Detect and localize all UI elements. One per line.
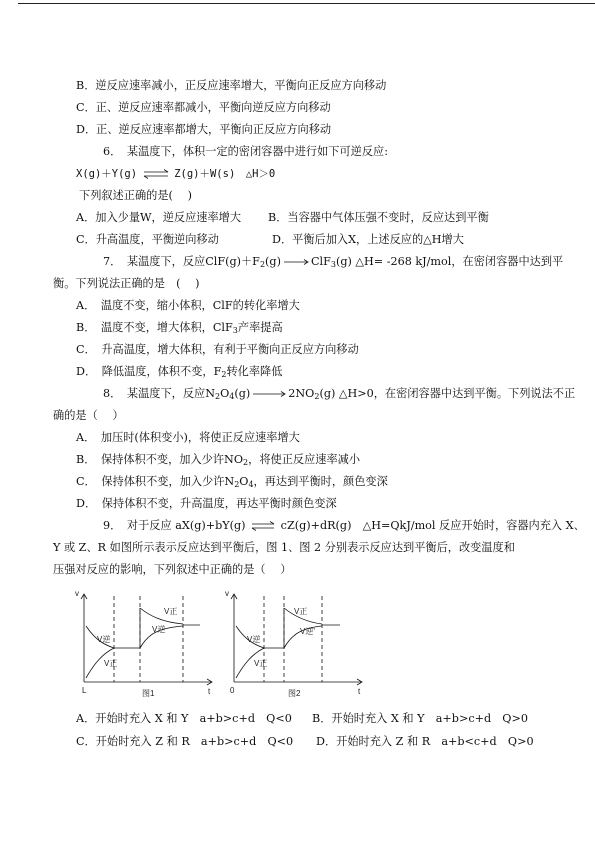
q7-option-d xyxy=(76,365,282,379)
q9-option-d: D．开始时充入 Z 和 R a+b<c+d Q>0 xyxy=(316,735,534,748)
q7-stem-tail: (g) △H= -268 kJ/mol，在密闭容器中达到平 xyxy=(335,255,564,268)
q8-option-c-post: ，再达到平衡时，颜色变深 xyxy=(253,475,388,488)
q8-sub: 4 xyxy=(248,480,254,489)
q7-option-b xyxy=(76,321,283,335)
forward-arrow-icon xyxy=(283,258,309,266)
fig1-reverse-after-label: V逆 xyxy=(152,625,166,634)
q6-stem: 6． 某温度下，体积一定的密闭容器中进行如下可逆反应: xyxy=(103,145,388,158)
q8-sub: 4 xyxy=(229,392,235,401)
fig2-x-label: t xyxy=(358,687,361,696)
q8-sub: 2 xyxy=(243,458,249,467)
q8-option-b-post: ，将使正反应速率减小 xyxy=(248,453,361,466)
q8-option-a: A． 加压时(体积变小)，将使正反应速率增大 xyxy=(76,431,300,444)
q8-stem-o: O xyxy=(220,387,230,400)
q8-stem-right: 2NO xyxy=(288,387,315,400)
q8-stem-line2: 确的是（ ） xyxy=(53,409,124,422)
q7-sub: 2 xyxy=(221,370,227,379)
fig2-forward-before-label: V正 xyxy=(254,659,268,668)
q6-equation-right: Z(g)＋W(s) △H＞0 xyxy=(174,168,276,180)
q9-stem xyxy=(103,519,585,533)
figure-2 xyxy=(222,586,372,698)
q8-stem-tail: (g) △H>0，在密闭容器中达到平衡。下列说法不正 xyxy=(319,387,576,400)
forward-arrow-icon xyxy=(252,390,286,398)
q7-option-d-pre: D． 降低温度，体积不变，F xyxy=(76,365,222,378)
q7-stem xyxy=(103,255,563,269)
q7-option-c: C． 升高温度，增大体积，有利于平衡向正反应方向移动 xyxy=(76,343,359,356)
fig1-x-label: t xyxy=(208,687,211,696)
q8-sub: 2 xyxy=(314,392,320,401)
q5-option-d: D．正、逆反应速率都增大，平衡向正反应方向移动 xyxy=(76,123,332,136)
fig1-reverse-before-label: V逆 xyxy=(97,635,111,644)
q7-sub: 2 xyxy=(259,260,266,269)
q9-stem-line3: 压强对反应的影响，下列叙述中正确的是（ ） xyxy=(53,563,292,576)
q6-equation-left: X(g)＋Y(g) xyxy=(76,168,138,180)
q7-option-b-post: 产率提高 xyxy=(237,321,283,334)
q9-stem-pre: 9． 对于反应 aX(g)+bY(g) xyxy=(103,519,246,532)
q6-equation xyxy=(76,167,275,181)
q7-option-d-post: 转化率降低 xyxy=(226,365,283,378)
fig2-origin-label: 0 xyxy=(230,686,235,695)
q7-option-a: A． 温度不变，缩小体积，ClF的转化率增大 xyxy=(76,299,300,312)
fig2-caption: 图2 xyxy=(288,689,301,698)
fig2-reverse-before-label: V逆 xyxy=(247,635,261,644)
fig1-forward-after-label: V正 xyxy=(164,607,178,616)
q7-stem-line2: 衡。下列说法正确的是 ( ) xyxy=(53,277,200,290)
q5-option-c: C．正、逆反应速率都减小，平衡向逆反应方向移动 xyxy=(76,101,331,114)
q8-option-b-pre: B． 保持体积不变，加入少许NO xyxy=(76,453,244,466)
q6-option-d: D．平衡后加入X，上述反应的△H增大 xyxy=(272,233,464,246)
q7-stem-mid: (g) xyxy=(265,255,281,268)
fig1-forward-before-label: V正 xyxy=(104,659,118,668)
q8-option-c-mid: O xyxy=(239,475,249,488)
q6-option-a: A．加入少量W，逆反应速率增大 xyxy=(76,211,242,224)
q6-option-b: B．当容器中气体压强不变时，反应达到平衡 xyxy=(268,211,489,224)
q9-option-b: B．开始时充入 X 和 Y a+b>c+d Q>0 xyxy=(312,712,528,725)
q7-stem-post: ClF xyxy=(310,255,331,268)
q5-option-b: B．逆反应速率减小，正反应速率增大，平衡向正反应方向移动 xyxy=(76,79,387,92)
q8-sub: 2 xyxy=(234,480,240,489)
q8-option-d: D． 保持体积不变，升高温度，再达平衡时颜色变深 xyxy=(76,497,337,510)
fig2-y-label: v xyxy=(225,589,229,598)
q8-stem-pre: 8． 某温度下，反应N xyxy=(103,387,215,400)
reversible-arrow-icon xyxy=(251,521,275,531)
page-top-rule xyxy=(18,3,595,4)
fig2-forward-after-label: V正 xyxy=(294,607,308,616)
q8-stem-g: (g) xyxy=(234,387,251,400)
q8-option-c xyxy=(76,475,388,489)
fig1-caption: 图1 xyxy=(142,689,155,698)
q7-sub: 3 xyxy=(232,326,238,335)
q8-sub: 2 xyxy=(215,392,221,401)
q7-stem-pre: 7． 某温度下，反应ClF(g)＋F xyxy=(103,255,260,268)
fig1-y-label: v xyxy=(75,589,79,598)
reversible-arrow-icon xyxy=(143,169,169,179)
q9-option-a: A．开始时充入 X 和 Y a+b>c+d Q<0 xyxy=(76,712,292,725)
q9-stem-line2: Y 或 Z、R 如图所示表示反应达到平衡后，图 1、图 2 分别表示反应达到平衡后，改变温度和 xyxy=(53,541,515,554)
q7-option-b-pre: B． 温度不变，增大体积，ClF xyxy=(76,321,233,334)
fig1-origin-label: L xyxy=(82,686,87,695)
q9-option-c: C．开始时充入 Z 和 R a+b>c+d Q<0 xyxy=(76,735,294,748)
q7-sub: 3 xyxy=(330,260,336,269)
q8-option-b xyxy=(76,453,360,467)
q8-stem xyxy=(103,387,575,401)
fig2-reverse-after-label: V逆' xyxy=(300,627,315,636)
fig1-reverse-rate-before xyxy=(86,626,140,648)
q6-option-c: C．升高温度，平衡逆向移动 xyxy=(76,233,219,246)
q6-question: 下列叙述正确的是( ) xyxy=(79,189,192,202)
figure-1 xyxy=(72,586,222,698)
q9-stem-post: cZ(g)+dR(g) △H=QkJ/mol 反应开始时，容器内充入 X、 xyxy=(280,519,585,532)
q8-option-c-pre: C． 保持体积不变，加入少许N xyxy=(76,475,235,488)
